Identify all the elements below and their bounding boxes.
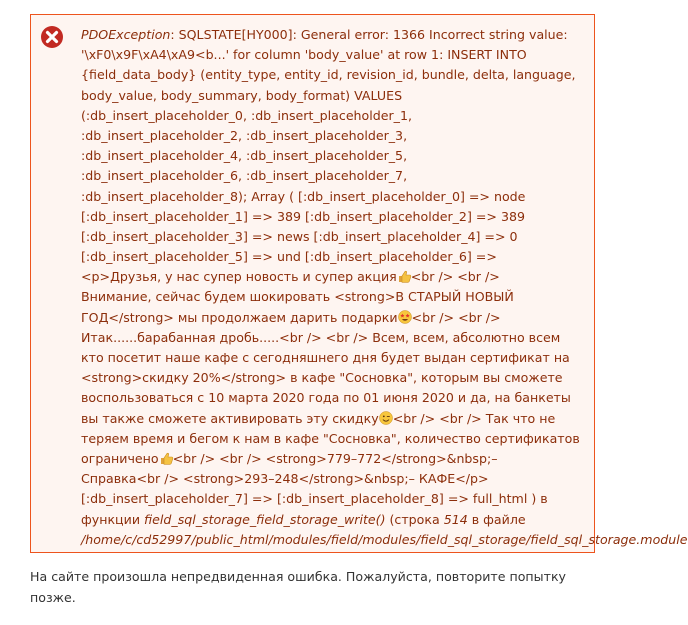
error-line	[81, 469, 641, 489]
error-line	[81, 207, 641, 227]
error-line	[81, 409, 641, 429]
error-line	[81, 368, 641, 388]
error-text-segment: {field_data_body} (entity_type, entity_id, revision_id, bundle, delta, language,	[81, 67, 576, 83]
error-text-segment: [:db_insert_placeholder_1] => 389 [:db_insert_placeholder_2] => 389	[81, 208, 526, 224]
error-line	[81, 348, 641, 368]
error-line	[81, 287, 641, 307]
error-line	[81, 166, 641, 186]
error-line	[81, 489, 641, 509]
error-text-segment: вы также сможете активировать эту скидку	[81, 410, 379, 426]
error-text-segment: [:db_insert_placeholder_3] => news [:db_insert_placeholder_4] => 0	[81, 228, 518, 244]
error-line	[81, 429, 641, 449]
error-text-segment: <br /> <br /> <strong>779–772</strong>&nbsp;–	[172, 450, 498, 466]
error-line	[81, 247, 641, 267]
error-text-segment: (:db_insert_placeholder_0, :db_insert_placeholder_1,	[81, 107, 412, 123]
error-text-segment: <strong>скидку 20%</strong> в кафе "Сосновка", которым вы сможете	[81, 370, 563, 386]
error-text-segment: функции	[81, 511, 145, 527]
thumb-up-emoji-icon	[159, 451, 173, 465]
error-italic-text: PDOException	[81, 27, 171, 42]
thumb-up-emoji-icon	[397, 269, 411, 283]
error-text-segment: : SQLSTATE[HY000]: General error: 1366 Incorrect string value:	[170, 27, 568, 42]
error-line	[81, 510, 641, 530]
error-line	[81, 126, 641, 146]
error-text-segment: Внимание, сейчас будем шокировать <strong>В СТАРЫЙ НОВЫЙ	[81, 289, 514, 305]
error-line	[81, 227, 641, 247]
status-message: На сайте произошла непредвиденная ошибка. Пожалуйста, повторите попытку позже.	[30, 569, 567, 605]
error-line	[81, 530, 688, 550]
error-text-segment: <br /> <br />	[411, 309, 501, 325]
error-line	[81, 86, 641, 106]
error-text-segment: body_value, body_summary, body_format) VALUES	[81, 87, 403, 103]
error-text-segment: :db_insert_placeholder_4, :db_insert_placeholder_5,	[81, 148, 408, 164]
error-text-segment: :db_insert_placeholder_2, :db_insert_placeholder_3,	[81, 127, 408, 143]
error-line	[81, 25, 641, 45]
error-text-segment: <p>Друзья, у нас супер новость и супер акция	[81, 269, 397, 285]
error-text-segment: Итак......барабанная дробь.....<br /> <br /> Всем, всем, абсолютно всем	[81, 329, 561, 345]
error-circle-x-icon	[40, 25, 64, 49]
error-line	[81, 65, 641, 85]
error-text-segment: теряем время и бегом к нам в кафе "Сосновка", количество сертификатов	[81, 430, 580, 446]
error-line	[81, 267, 641, 287]
error-text-segment: ГОД</strong> мы продолжаем дарить подарки	[81, 309, 398, 325]
error-text-segment: (строка	[385, 511, 444, 527]
error-message-text	[81, 25, 688, 550]
winking-face-emoji-icon	[379, 411, 393, 425]
error-line	[81, 45, 641, 65]
error-line	[81, 308, 641, 328]
error-line	[81, 106, 641, 126]
error-line	[81, 328, 641, 348]
error-italic-text: 514	[443, 511, 468, 527]
error-text-segment: воспользоваться с 10 марта 2020 года по 01 июня 2020 и да, на банкеты	[81, 390, 571, 406]
error-line	[81, 388, 641, 408]
error-text-segment: [:db_insert_placeholder_7] => [:db_insert_placeholder_8] => full_html ) в	[81, 491, 548, 507]
error-line	[81, 146, 641, 166]
error-text-segment: ограничено	[81, 450, 159, 466]
error-italic-text: field_sql_storage_field_storage_write()	[144, 511, 386, 527]
error-text-segment: :db_insert_placeholder_6, :db_insert_placeholder_7,	[81, 168, 408, 184]
error-message-box	[30, 14, 688, 553]
error-text-segment: в файле	[467, 511, 526, 527]
star-struck-emoji-icon	[398, 310, 412, 324]
error-text-segment: '\xF0\x9F\xA4\xA9<b...' for column 'body_value' at row 1: INSERT INTO	[81, 47, 527, 63]
error-text-segment: [:db_insert_placeholder_5] => und [:db_insert_placeholder_6] =>	[81, 249, 497, 265]
error-line	[81, 187, 641, 207]
error-text-segment: <br /> <br /> Так что не	[392, 410, 556, 426]
error-text-segment: Справка<br /> <strong>293–248</strong>&nbsp;– КАФЕ</p>	[81, 471, 489, 487]
error-text-segment: :db_insert_placeholder_8); Array ( [:db_insert_placeholder_0] => node	[81, 188, 526, 204]
error-text-segment: кто посетит наше кафе с сегодняшнего дня будет выдан сертификат на	[81, 350, 570, 365]
error-text-segment: <br /> <br />	[410, 269, 500, 285]
error-italic-text: /home/c/cd52997/public_html/modules/field/modules/field_sql_storage/field_sql_storage.module	[81, 531, 688, 547]
error-line	[81, 449, 641, 469]
